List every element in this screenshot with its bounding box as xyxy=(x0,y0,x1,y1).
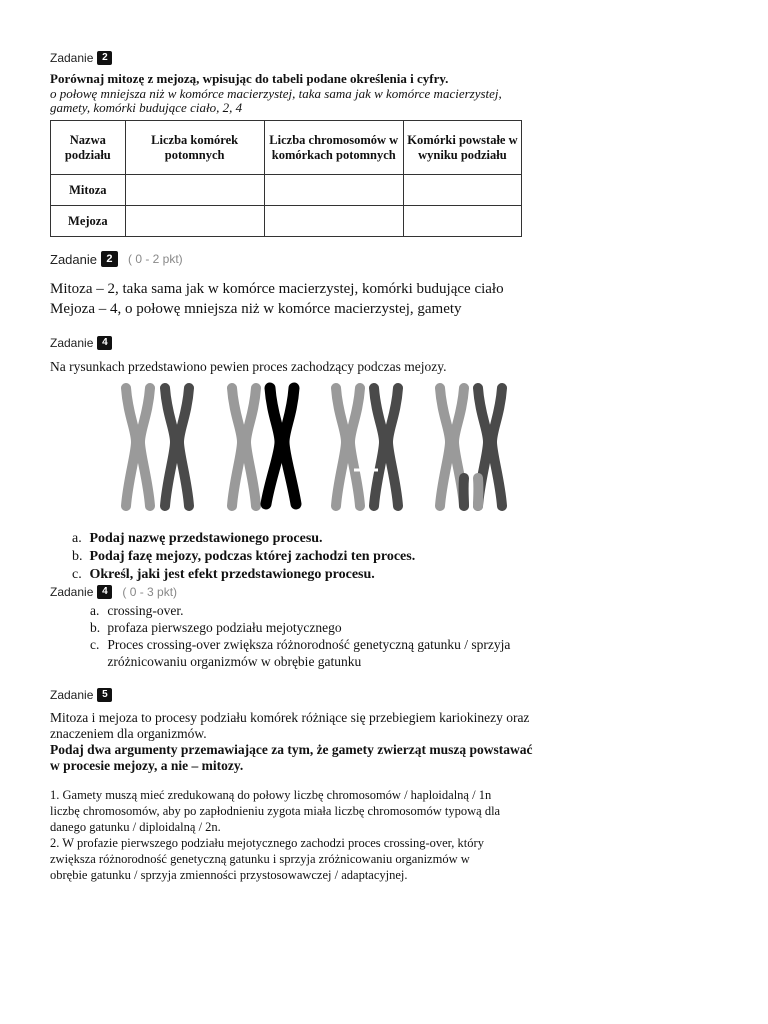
row-label: Mitoza xyxy=(51,175,126,206)
table-header-row xyxy=(51,121,522,175)
task-number-badge: 2 xyxy=(101,251,118,267)
empty-cell xyxy=(403,206,521,237)
empty-cell xyxy=(125,175,264,206)
task-2-terms-line-1: o połowę mniejsza niż w komórce macierzystej, taka sama jak w komórce macierzystej, xyxy=(50,86,502,101)
crossing-over-illustration xyxy=(110,380,520,515)
intro-line: znaczeniem dla organizmów. xyxy=(50,726,207,741)
chromosome-pair-stage-1 xyxy=(126,388,189,506)
list-item xyxy=(90,619,510,636)
intro-line: Mitoza i mejoza to procesy podziału komórek różniące się przebiegiem kariokinezy oraz xyxy=(50,710,530,725)
task-5-answer xyxy=(50,787,500,883)
task-2-terms-line-2: gamety, komórki budujące ciało, 2, 4 xyxy=(50,100,243,115)
list-item-continuation xyxy=(90,653,510,670)
list-item xyxy=(90,602,510,619)
answer-2-header xyxy=(50,251,183,267)
points-label: ( 0 - 2 pkt) xyxy=(127,252,183,266)
header-cell: Komórki powstałe w wyniku podziału xyxy=(403,121,521,175)
answer-text: crossing-over. xyxy=(107,603,184,618)
answer-text: Proces crossing-over zwiększa różnorodność genetyczną gatunku / sprzyja xyxy=(107,637,511,652)
answer-line: 2. W profazie pierwszego podziału mejotycznego zachodzi proces crossing-over, który xyxy=(50,836,484,850)
task-label: Zadanie xyxy=(50,688,94,702)
answer-line: obrębie gatunku / sprzyja zmienności przystosowawczej / adaptacyjnej. xyxy=(50,868,408,882)
question-line: w procesie mejozy, a nie – mitozy. xyxy=(50,758,244,773)
answer-line: danego gatunku / diploidalną / 2n. xyxy=(50,820,221,834)
answer-line: zwiększa różnorodność genetyczną gatunku i sprzyja zróżnicowaniu organizmów w xyxy=(50,852,470,866)
row-label: Mejoza xyxy=(51,206,126,237)
task-label: Zadanie xyxy=(50,336,94,350)
task-number-badge: 5 xyxy=(97,688,112,702)
answer-4-header xyxy=(50,585,177,599)
comparison-table xyxy=(50,120,522,237)
task-2-instruction: Porównaj mitozę z mejozą, wpisując do tabeli podane określenia i cyfry. xyxy=(50,71,449,86)
empty-cell xyxy=(264,206,403,237)
task-4-intro: Na rysunkach przedstawiono pewien proces zachodzący podczas mejozy. xyxy=(50,359,447,374)
table-row xyxy=(51,175,522,206)
task-4-header xyxy=(50,336,112,350)
list-marker: c. xyxy=(90,637,100,652)
header-cell: Liczba chromosomów w komórkach potomnych xyxy=(264,121,403,175)
chromosome-pair-stage-2 xyxy=(232,388,296,506)
answer-line: 1. Gamety muszą mieć zredukowaną do połowy liczbę chromosomów / haploidalną / 1n xyxy=(50,788,492,802)
task-number-badge: 4 xyxy=(97,585,112,599)
answer-text: zróżnicowaniu organizmów w obrębie gatunku xyxy=(107,654,362,669)
question-line: Podaj dwa argumenty przemawiające za tym, że gamety zwierząt muszą powstawać xyxy=(50,742,533,757)
chromosome-pair-stage-3 xyxy=(336,388,398,506)
task-4-questions xyxy=(72,530,415,584)
task-number-badge: 2 xyxy=(97,51,112,65)
answer-4-items xyxy=(90,602,510,670)
list-marker: a. xyxy=(72,531,82,546)
empty-cell xyxy=(125,206,264,237)
question-text: Podaj fazę mejozy, podczas której zachodzi ten proces. xyxy=(89,549,416,564)
task-number-badge: 4 xyxy=(97,336,112,350)
task-label: Zadanie xyxy=(50,585,94,599)
list-item xyxy=(72,548,415,566)
task-label: Zadanie xyxy=(50,251,97,267)
answer-2-line-2: Mejoza – 4, o połowę mniejsza niż w komórce macierzystej, gamety xyxy=(50,301,462,317)
task-5-header xyxy=(50,688,112,702)
list-marker: b. xyxy=(72,549,83,564)
list-item xyxy=(72,530,415,548)
empty-cell xyxy=(264,175,403,206)
points-label: ( 0 - 3 pkt) xyxy=(122,585,178,599)
list-item xyxy=(72,566,415,584)
table-row xyxy=(51,206,522,237)
list-marker: b. xyxy=(90,620,101,635)
answer-line: liczbę chromosomów, aby po zapłodnieniu zygota miała liczbę chromosomów typową dla xyxy=(50,804,501,818)
answer-text: profaza pierwszego podziału mejotycznego xyxy=(107,620,342,635)
list-item xyxy=(90,636,510,653)
task-2-header xyxy=(50,51,112,65)
header-cell: Liczba komórek potomnych xyxy=(125,121,264,175)
question-text: Określ, jaki jest efekt przedstawionego procesu. xyxy=(89,567,375,582)
empty-cell xyxy=(403,175,521,206)
list-marker: c. xyxy=(72,567,82,582)
task-label: Zadanie xyxy=(50,51,94,65)
question-text: Podaj nazwę przedstawionego procesu. xyxy=(89,531,323,546)
task-5-intro xyxy=(50,710,533,774)
list-marker: a. xyxy=(90,603,100,618)
answer-2-line-1: Mitoza – 2, taka sama jak w komórce macierzystej, komórki budujące ciało xyxy=(50,281,504,297)
chromosome-pair-stage-4 xyxy=(440,388,502,506)
header-cell: Nazwa podziału xyxy=(51,121,126,175)
